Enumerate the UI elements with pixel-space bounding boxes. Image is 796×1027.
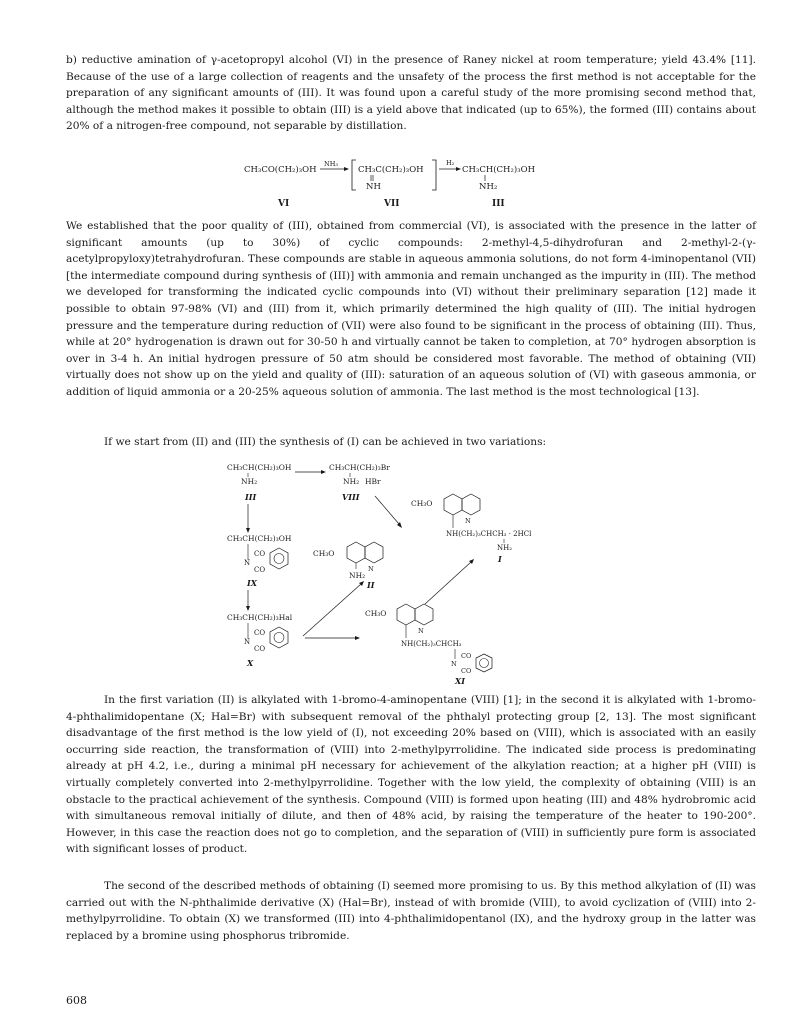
formula-iii-top: CH₃CH(CH₂)₃OH	[227, 463, 292, 472]
vii-nh: NH	[366, 182, 381, 192]
formula-vi: CH₃CO(CH₂)₃OH	[244, 165, 317, 175]
formula-vii: CH₃C(CH₂)₃OH	[358, 165, 424, 175]
label-ii: II	[367, 580, 375, 590]
formula-ix: CH₃CH(CH₂)₃OH	[227, 534, 292, 543]
paragraph-intro: b) reductive amination of γ-acetopropyl alcohol (VI) in the presence of Raney nickel at room temperature; yield 43.4% [11]. Because of the use of a large collection of reagents and the unsafety of the process the first method is not acceptable for the preparation of any significant amounts of (III). It was found upon a careful study of the more promising second method that, although the method makes it possible to obtain (III) is a yield above that indicated (up to 65%), the formed (III) contains about 20% of a nitrogen-free compound, not separable by distillation.	[66, 54, 756, 133]
arrowhead	[246, 606, 250, 611]
formula-viii: CH₃CH(CH₂)₃Br	[329, 463, 390, 472]
arrowhead	[344, 167, 349, 171]
xi-n: N	[418, 627, 424, 635]
page-number: 608	[66, 994, 87, 1007]
bracket-left	[352, 160, 356, 190]
x-phthalimide-ring	[270, 627, 288, 648]
xi-co-top: CO	[461, 652, 472, 660]
ix-co-top: CO	[254, 550, 266, 558]
xi-aromatic-circle	[480, 659, 489, 668]
label-vii: VII	[384, 199, 400, 209]
ix-aromatic-circle	[274, 554, 284, 564]
i-pyridine-ring	[462, 494, 480, 515]
label-vi: VI	[278, 199, 290, 209]
paragraph-variations-intro: If we start from (II) and (III) the synthesis of (I) can be achieved in two variations:	[104, 436, 547, 448]
viii-nh2: NH₂	[343, 477, 360, 486]
i-n: N	[465, 517, 471, 525]
label-i: I	[498, 554, 502, 564]
i-nh2: NH₂	[497, 544, 513, 552]
label-x: X	[247, 658, 254, 668]
reagent-nh3: NH₃	[324, 160, 338, 168]
arrow-viii-i	[375, 496, 399, 524]
xi-co-bottom: CO	[461, 667, 472, 675]
xi-benzene-ring	[397, 604, 415, 625]
xi-pyridine-ring	[415, 604, 433, 625]
xi-chain: NH(CH₂)₃CHCH₃	[401, 640, 462, 648]
iii-nh2: NH₂	[479, 182, 498, 192]
arrow-xi-i	[425, 562, 471, 604]
ii-ch3o: CH₃O	[313, 549, 335, 558]
bracket-right	[432, 160, 436, 190]
viii-hbr: HBr	[365, 477, 381, 486]
x-co-top: CO	[254, 629, 266, 637]
ii-nh2: NH₂	[349, 571, 366, 580]
ix-phthalimide-ring	[270, 548, 288, 569]
ii-n: N	[368, 565, 374, 573]
arrowhead	[246, 528, 250, 533]
label-viii: VIII	[342, 492, 360, 502]
x-co-bottom: CO	[254, 645, 266, 653]
arrowhead	[355, 636, 360, 640]
ix-n: N	[244, 559, 251, 567]
label-xi: XI	[455, 676, 465, 686]
i-chain: NH(CH₂)₃CHCH₃ · 2HCl	[446, 530, 532, 538]
xi-phthalimide-ring	[476, 654, 492, 672]
reaction-scheme-1	[230, 156, 570, 212]
label-iii: III	[492, 199, 505, 209]
formula-iii: CH₃CH(CH₂)₃OH	[462, 165, 535, 175]
formula-x: CH₃CH(CH₂)₃Hal	[227, 613, 293, 622]
ii-benzene-ring	[347, 542, 365, 563]
arrow-x-xi	[303, 584, 361, 636]
paragraph-quality: We established that the poor quality of (III), obtained from commercial (VI), is associated with the presence in the latter of significant amounts (up to 30%) of cyclic compounds: 2-methyl-4,5-dihydrofuran and 2-methyl-2-(γ-acetylpropyloxy)tetrahydrofuran. These compounds are stable in aqueous ammonia solutions, do not form 4-iminopentanol (VII) [the intermediate compound during synthesis of (III)] with ammonia and remain unchanged as the impurity in (III). The method we developed for transforming the indicated cyclic compounds into (VI) without their preliminary separation [12] made it possible to obtain 97-98% (VI) and (III) from it, which primarily determined the high quality of (III). The initial hydrogen pressure and the temperature during reduction of (VII) were also found to be significant in the process of obtaining (III). Thus, while at 20° hydrogenation is drawn out for 30-50 h and virtually cannot be taken to completion, at 70° hydrogen absorption is over in 3-4 h. An initial hydrogen pressure of 50 atm should be considered most favorable. The method of obtaining (VII) virtually does not show up on the yield and quality of (III): saturation of an aqueous solution of (VI) with gaseous ammonia, or addition of liquid ammonia or a 20-25% aqueous solution of ammonia. The last method is the most technological [13].	[66, 220, 756, 398]
ix-co-bottom: CO	[254, 566, 266, 574]
reagent-h2: H₂	[446, 159, 455, 167]
arrowhead	[321, 470, 326, 474]
iii-top-nh2: NH₂	[241, 477, 258, 486]
paragraph-first-variation: In the first variation (II) is alkylated with 1-bromo-4-aminopentane (VIII) [1]; in the second it is alkylated with 1-bromo-4-phthalimidopentane (X; Hal=Br) with subsequent removal of the phthalyl protecting group [2, 13]. The most significant disadvantage of the first method is the low yield of (I), not exceeding 20% based on (VIII), which is associated with an easily occurring side reaction, the transformation of (VIII) into 2-methylpyrrolidine. The indicated side process is predominating already at pH 4.2, i.e., during a minimal pH necessary for achievement of the alkylation reaction; at a higher pH (VIII) is virtually completely converted into 2-methylpyrrolidine. Together with the low yield, the complexity of obtaining (VIII) is an obstacle to the practical achievement of the synthesis. Compound (VIII) is formed upon heating (III) and 48% hydrobromic acid with simultaneous removal initially of dilute, and then of 48% acid, by raising the temperature of the heater to 190-200°. However, in this case the reaction does not go to completion, and the separation of (VIII) in sufficiently pure form is associated with significant losses of product.	[66, 694, 756, 856]
label-iii-top: III	[245, 492, 257, 502]
xi-ch3o: CH₃O	[365, 609, 387, 618]
label-ix: IX	[247, 578, 257, 588]
reaction-scheme-2	[225, 458, 555, 686]
i-ch3o: CH₃O	[411, 499, 433, 508]
arrowhead	[456, 167, 461, 171]
x-n: N	[244, 638, 251, 646]
xi-n-phth: N	[451, 660, 457, 668]
paragraph-second-variation: The second of the described methods of obtaining (I) seemed more promising to us. By this method alkylation of (II) was carried out with the N-phthalimide derivative (X) (Hal=Br), instead of with bromide (VIII), to avoid cyclization of (VIII) into 2-methylpyrrolidine. To obtain (X) we transformed (III) into 4-phthalimidopentanol (IX), and the hydroxy group in the latter was replaced by a bromine using phosphorus tribromide.	[66, 880, 756, 942]
ii-pyridine-ring	[365, 542, 383, 563]
x-aromatic-circle	[274, 633, 284, 643]
i-benzene-ring	[444, 494, 462, 515]
